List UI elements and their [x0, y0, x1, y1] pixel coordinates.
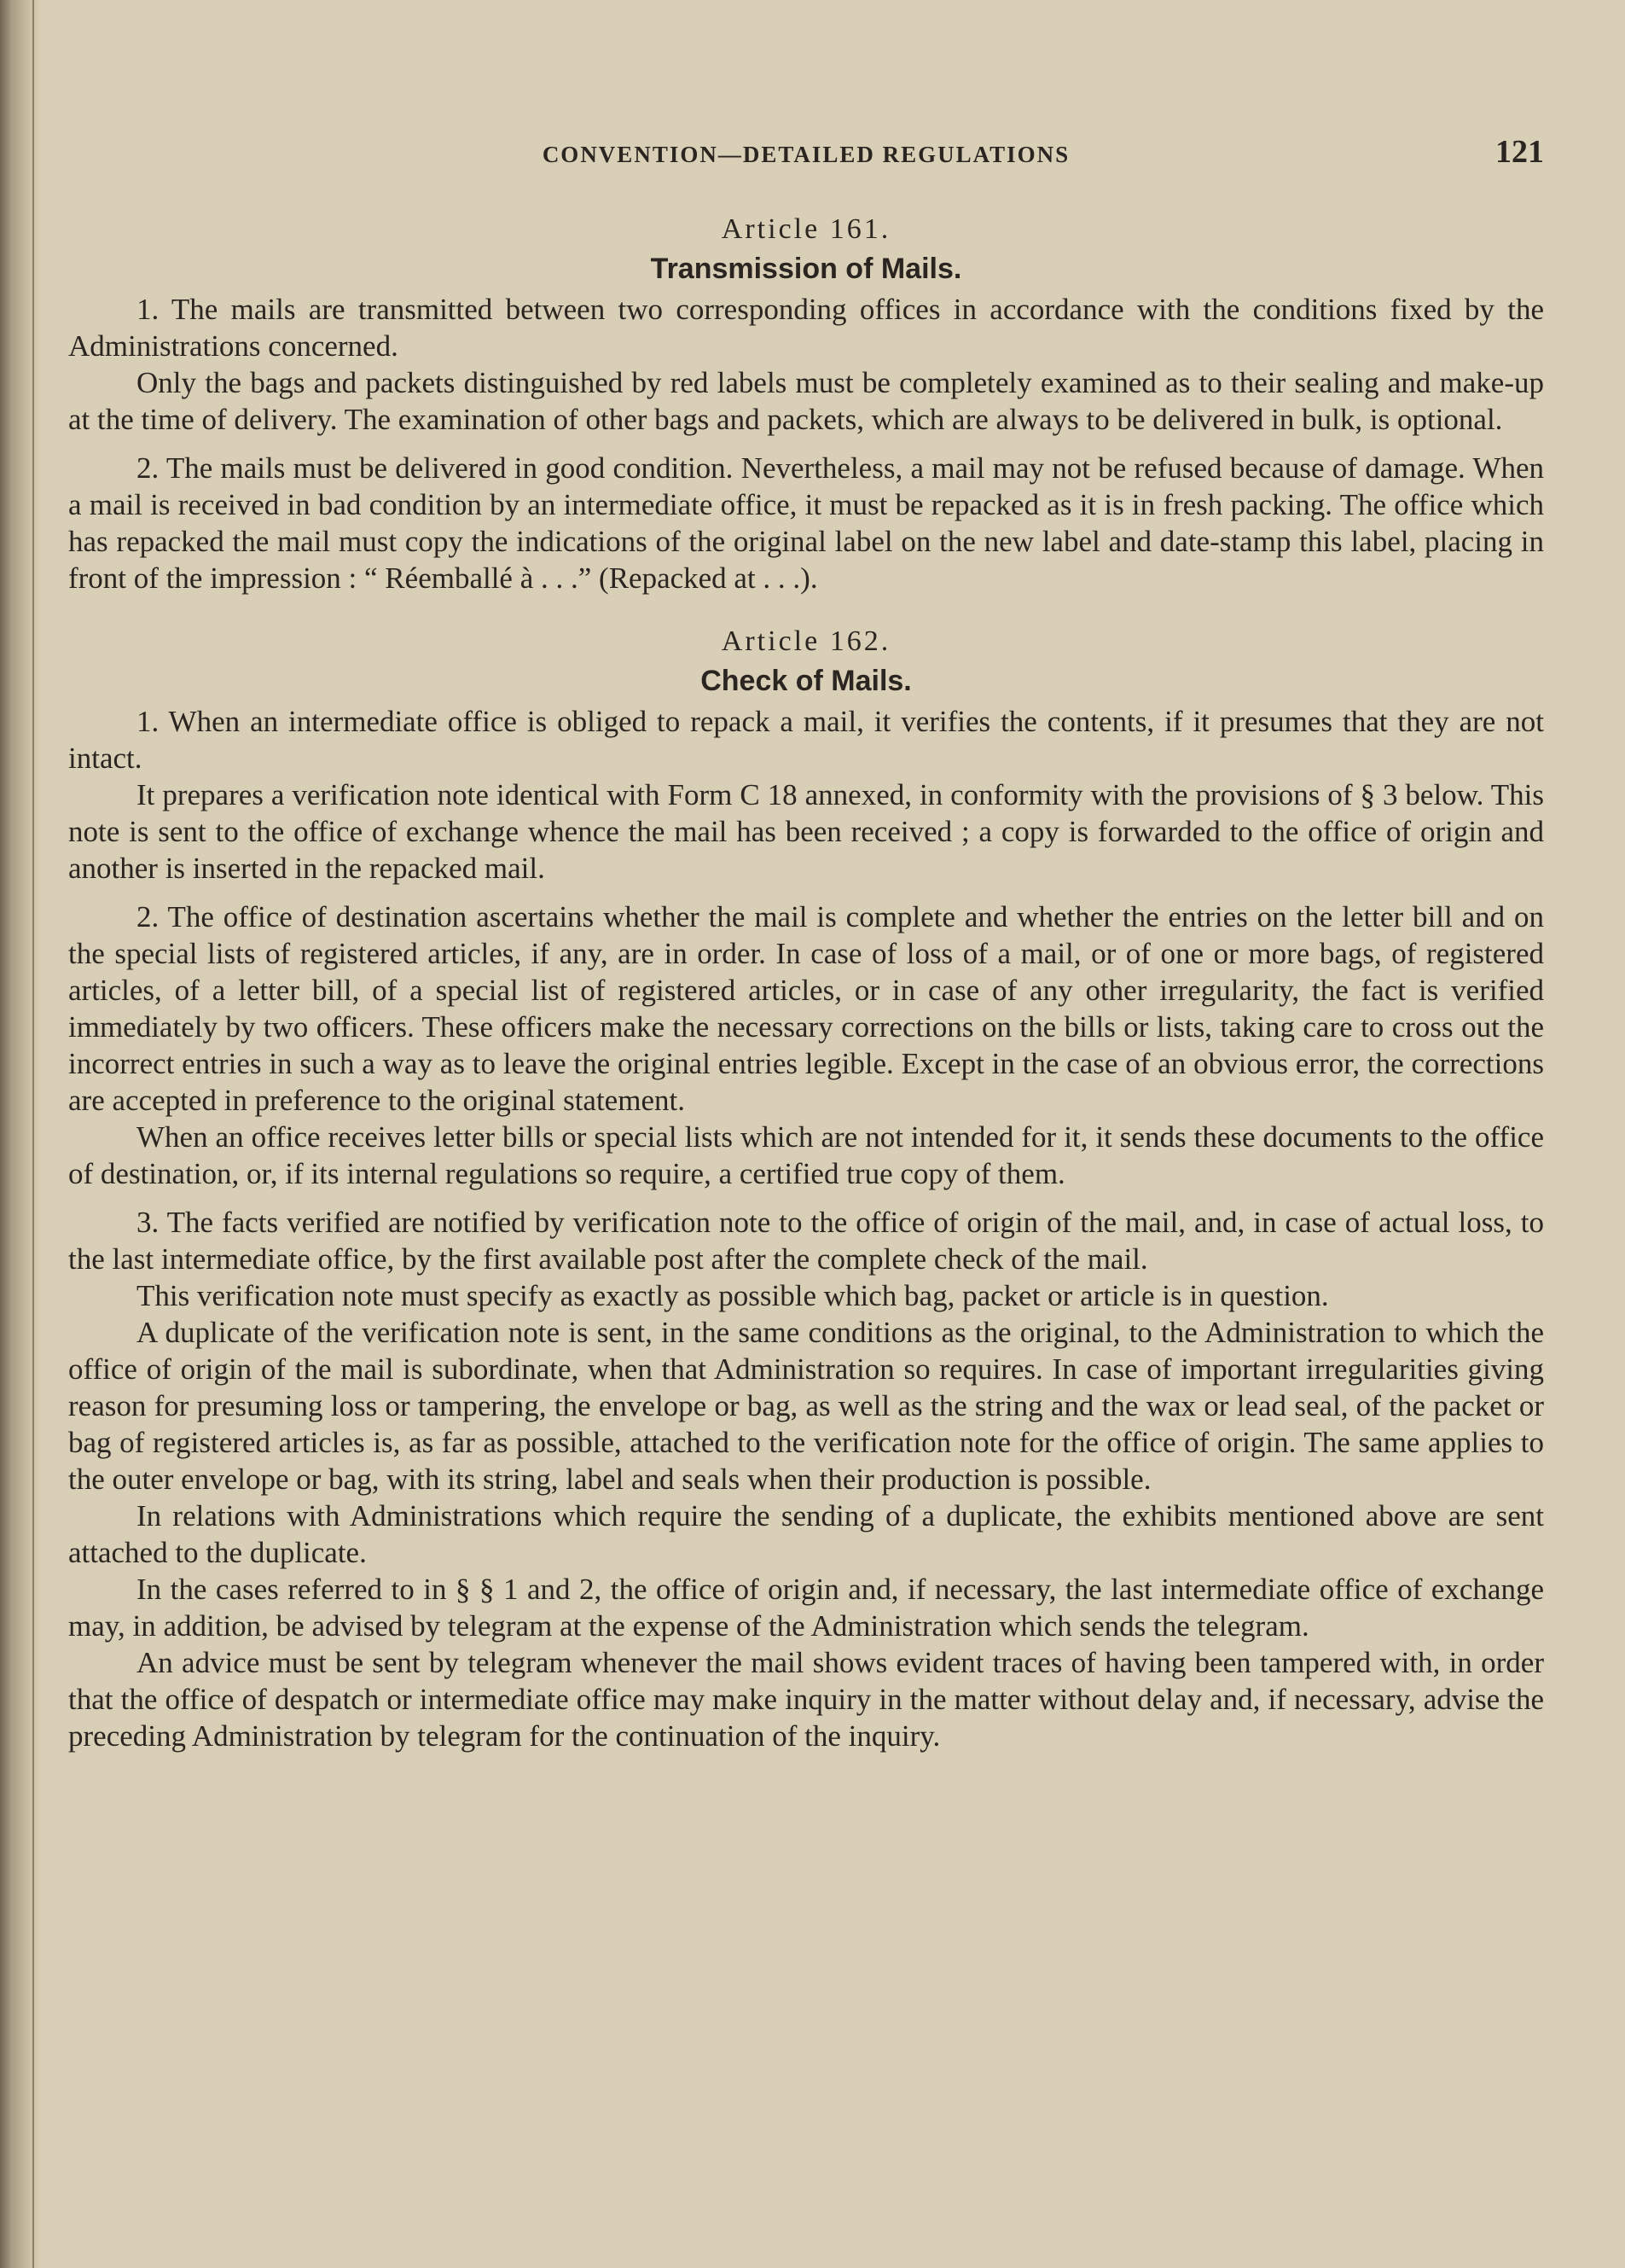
paragraph: This verification note must specify as exactly as possible which bag, packet or article is in question. — [136, 1279, 1329, 1312]
article-162 — [68, 625, 1544, 1754]
page-number: 121 — [1495, 134, 1544, 170]
book-gutter — [0, 0, 41, 2268]
paragraph: In relations with Administrations which require the sending of a duplicate, the exhibits mentioned above are sent attached to the duplicate. — [68, 1499, 1544, 1569]
gutter-shadow — [32, 0, 34, 2268]
paragraph: 2. The mails must be delivered in good condition. Nevertheless, a mail may not be refused because of damage. When a mail is received in bad condition by an intermediate office, it must be repacked as it is in fresh packing. The office which has repacked the mail must copy the indications of the original label on the new label and date-stamp this label, placing in front of the impression : “ Réemballé à . . .” (Repacked at . . .). — [68, 451, 1544, 595]
paragraph: An advice must be sent by telegram whenever the mail shows evident traces of having been tampered with, in order that the office of despatch or intermediate office may make inquiry in the matter without delay and, if necessary, advise the preceding Administration by telegram for the continuation of the inquiry. — [68, 1646, 1544, 1753]
paragraph: 3. The facts verified are notified by verification note to the office of origin of the mail, and, in case of actual loss, to the last intermediate office, by the first available post after the complete check of the mail. — [68, 1206, 1544, 1276]
article-161 — [68, 213, 1544, 596]
paragraph: In the cases referred to in § § 1 and 2, the office of origin and, if necessary, the last intermediate office of exchange may, in addition, be advised by telegram at the expense of the Administration which sends the telegram. — [68, 1573, 1544, 1643]
document-page — [68, 128, 1544, 1754]
paragraph: 1. When an intermediate office is obliged to repack a mail, it verifies the contents, if it presumes that they are not intact. — [68, 705, 1544, 775]
running-head — [68, 128, 1544, 179]
paragraph: It prepares a verification note identical with Form C 18 annexed, in conformity with the provisions of § 3 below. This note is sent to the office of exchange whence the mail has been received ; a copy is forwarded to the office of origin and another is inserted in the repacked mail. — [68, 778, 1544, 885]
paragraph: Only the bags and packets distinguished by red labels must be completely examined as to their sealing and make-up at the time of delivery. The examination of other bags and packets, which are always to be delivered in bulk, is optional. — [68, 366, 1544, 436]
running-title: CONVENTION—DETAILED REGULATIONS — [542, 142, 1071, 167]
article-161-title: Transmission of Mails. — [650, 253, 962, 285]
article-162-heading: Article 162. — [721, 625, 891, 657]
paragraph: 2. The office of destination ascertains whether the mail is complete and whether the entries on the letter bill and on the special lists of registered articles, if any, are in order. In case of loss of a mail, or of one or more bags, of registered articles, of a letter bill, of a special list of registered articles, or in case of any other irregularity, the fact is verified immediately by two officers. These officers make the necessary corrections on the bills or lists, taking care to cross out the incorrect entries in such a way as to leave the original entries legible. Except in the case of an obvious error, the corrections are accepted in preference to the original statement. — [68, 900, 1544, 1117]
article-162-title: Check of Mails. — [700, 665, 912, 697]
paragraph: A duplicate of the verification note is sent, in the same conditions as the original, to the Administration to which the office of origin of the mail is subordinate, when that Administration so requires. In case of important irregularities giving reason for presuming loss or tampering, the envelope or bag, as well as the string and the wax or lead seal, of the packet or bag of registered articles is, as far as possible, attached to the verification note for the office of origin. The same applies to the outer envelope or bag, with its string, label and seals when their production is possible. — [68, 1316, 1544, 1496]
paragraph: When an office receives letter bills or special lists which are not intended for it, it sends these documents to the office of destination, or, if its internal regulations so require, a certified true copy of them. — [68, 1120, 1544, 1190]
article-161-heading: Article 161. — [721, 213, 891, 245]
paragraph: 1. The mails are transmitted between two corresponding offices in accordance with the conditions fixed by the Administrations concerned. — [68, 293, 1544, 363]
